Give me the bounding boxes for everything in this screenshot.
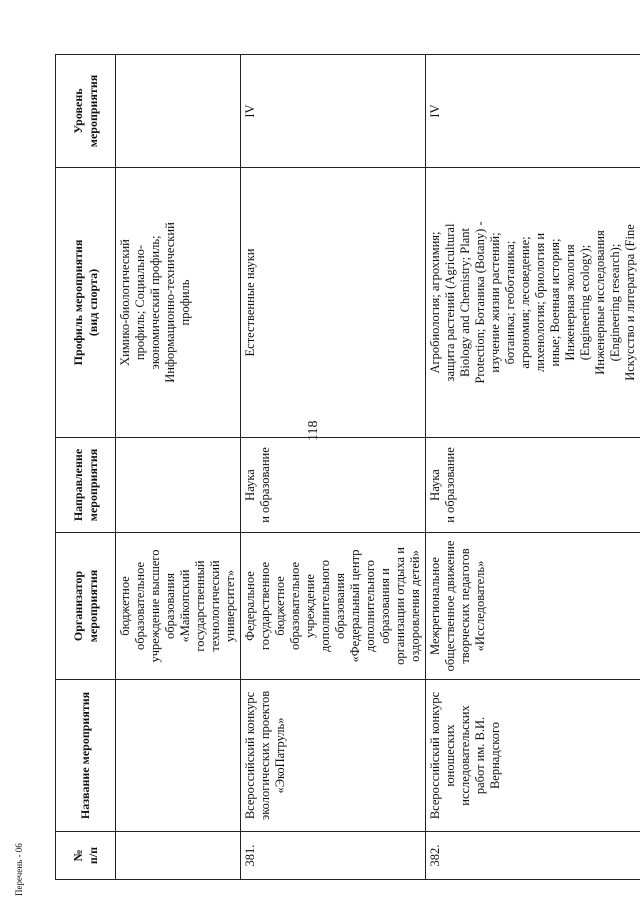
- row-organizer: Межрегиональное общественное движение творческих педагогов «Исследователь»: [426, 533, 640, 680]
- table-header-row: [56, 55, 116, 880]
- table-row: [116, 55, 241, 880]
- row-profile: Естественные науки: [241, 168, 426, 438]
- row-direction: Наука и образование: [426, 438, 640, 533]
- row-profile: Агробиология; агрохимия; защита растений (Agricultural Biology and Chemistry; Plant Protection; Ботаника (Botany) - изучение жизни растений; ботаника; геоботаника; агрономия; лесоведение; лихенология; бриология и иные; Военная история; Инженерная экология (Engineering ecology); Инженерные исследования (Engineering research); Искусство и литература (Fine: [426, 168, 640, 438]
- footer-document-id: Перечень - 06: [14, 843, 24, 896]
- rotated-table-container: [55, 55, 637, 880]
- row-name: [116, 680, 241, 832]
- table-row: [426, 55, 640, 880]
- row-organizer: Федеральное государственное бюджетное образовательное учреждение дополнительного образования «Федеральный центр дополнительного образования и организации отдыха и оздоровления детей»: [241, 533, 426, 680]
- table-row: [241, 55, 426, 880]
- row-organizer: бюджетное образовательное учреждение высшего образования «Майкопский государственный технологический университет»: [116, 533, 241, 680]
- row-name: Всероссийский конкурс экологических проектов «ЭкоПатруль»: [241, 680, 426, 832]
- header-organizer: Организатор мероприятия: [56, 533, 116, 680]
- row-num: 381.: [241, 832, 426, 880]
- row-direction: Наука и образование: [241, 438, 426, 533]
- page-number: 118: [306, 420, 321, 441]
- header-direction: Направление мероприятия: [56, 438, 116, 533]
- header-level: Уровень мероприятия: [56, 55, 116, 168]
- header-num: № п/п: [56, 832, 116, 880]
- row-level: IV: [426, 55, 640, 168]
- row-num: 382.: [426, 832, 640, 880]
- events-table: [55, 54, 640, 880]
- header-name: Название мероприятия: [56, 680, 116, 832]
- row-num: [116, 832, 241, 880]
- row-profile: Химико-биологический профиль; Социально- экономический профиль; Информационно-технический профиль: [116, 168, 241, 438]
- row-level: [116, 55, 241, 168]
- row-name: Всероссийский конкурс юношеских исследовательских работ им. В.И. Вернадского: [426, 680, 640, 832]
- header-profile: Профиль мероприятия (вид спорта): [56, 168, 116, 438]
- row-level: IV: [241, 55, 426, 168]
- row-direction: [116, 438, 241, 533]
